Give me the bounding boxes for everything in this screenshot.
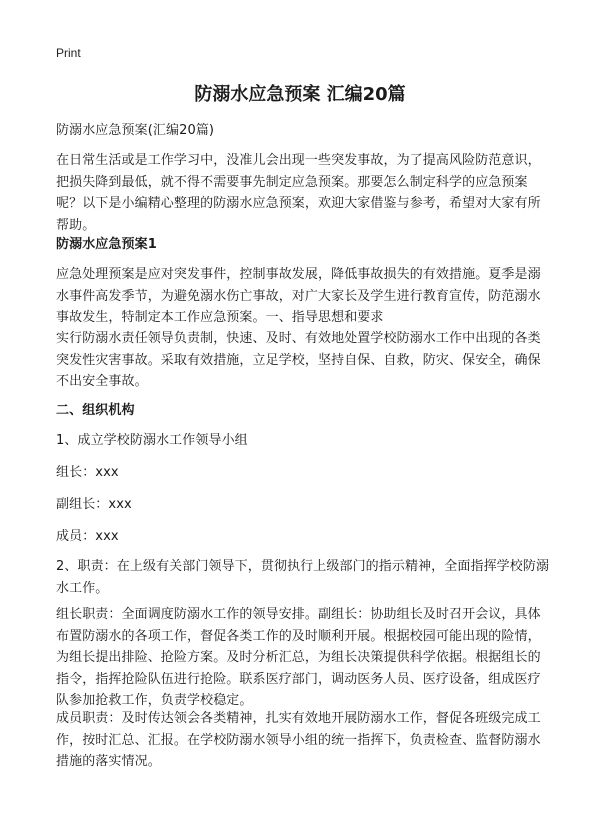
paragraph-2: 实行防溺水责任领导负责制，快速、及时、有效地处置学校防溺水工作中出现的各类突发性灾害事故。采取有效措施，立足学校，坚持自保、自救，防灾、保安全，确保不出安全事故。	[56, 331, 541, 389]
paragraph-3: 1、成立学校防溺水工作领导小组	[56, 433, 248, 448]
print-label[interactable]: Print	[56, 46, 81, 60]
paragraph-7: 2、职责：在上级有关部门领导下，贯彻执行上级部门的指示精神，全面指挥学校防溺水工作。	[56, 559, 550, 596]
intro-paragraph: 在日常生活或是工作学习中，没准儿会出现一些突发事故，为了提高风险防范意识，把损失降到最低，就不得不需要事先制定应急预案。那要怎么制定科学的应急预案呢？以下是小编精心整理的防溺水应急预案，欢迎大家借鉴与参考，希望对大家有所帮助。	[56, 153, 541, 233]
subtitle: 防溺水应急预案(汇编20篇)	[56, 123, 215, 138]
section-heading-1: 防溺水应急预案1	[56, 237, 157, 252]
page-title: 防溺水应急预案 汇编20篇	[194, 84, 406, 105]
paragraph-8: 组长职责：全面调度防溺水工作的领导安排。副组长：协助组长及时召开会议，具体布置防溺水的各项工作，督促各类工作的及时顺利开展。根据校园可能出现的险情，为组长提出排险、抢险方案。及时分析汇总，为组长决策提供科学依据。根据组长的 指令，指挥抢险队伍进行抢险。联系医疗部门，调动医务人员、医疗设备，组成医疗队参加抢救工作，负责学校稳定。	[56, 607, 541, 708]
section-heading-2: 二、组织机构	[56, 403, 135, 418]
paragraph-1: 应急处理预案是应对突发事件，控制事故发展，降低事故损失的有效措施。夏季是溺水事件高发季节，为避免溺水伤亡事故，对广大家长及学生进行教育宣传，防范溺水事故发生，特制定本工作应急预案。一、指导思想和要求	[56, 267, 541, 325]
paragraph-9: 成员职责：及时传达领会各类精神，扎实有效地开展防溺水工作，督促各班级完成工作，按时汇总、汇报。在学校防溺水领导小组的统一指挥下，负责检查、监督防溺水措施的落实情况。	[56, 711, 541, 769]
paragraph-6: 成员：xxx	[56, 529, 119, 544]
paragraph-4: 组长：xxx	[56, 465, 119, 480]
paragraph-5: 副组长：xxx	[56, 497, 132, 512]
